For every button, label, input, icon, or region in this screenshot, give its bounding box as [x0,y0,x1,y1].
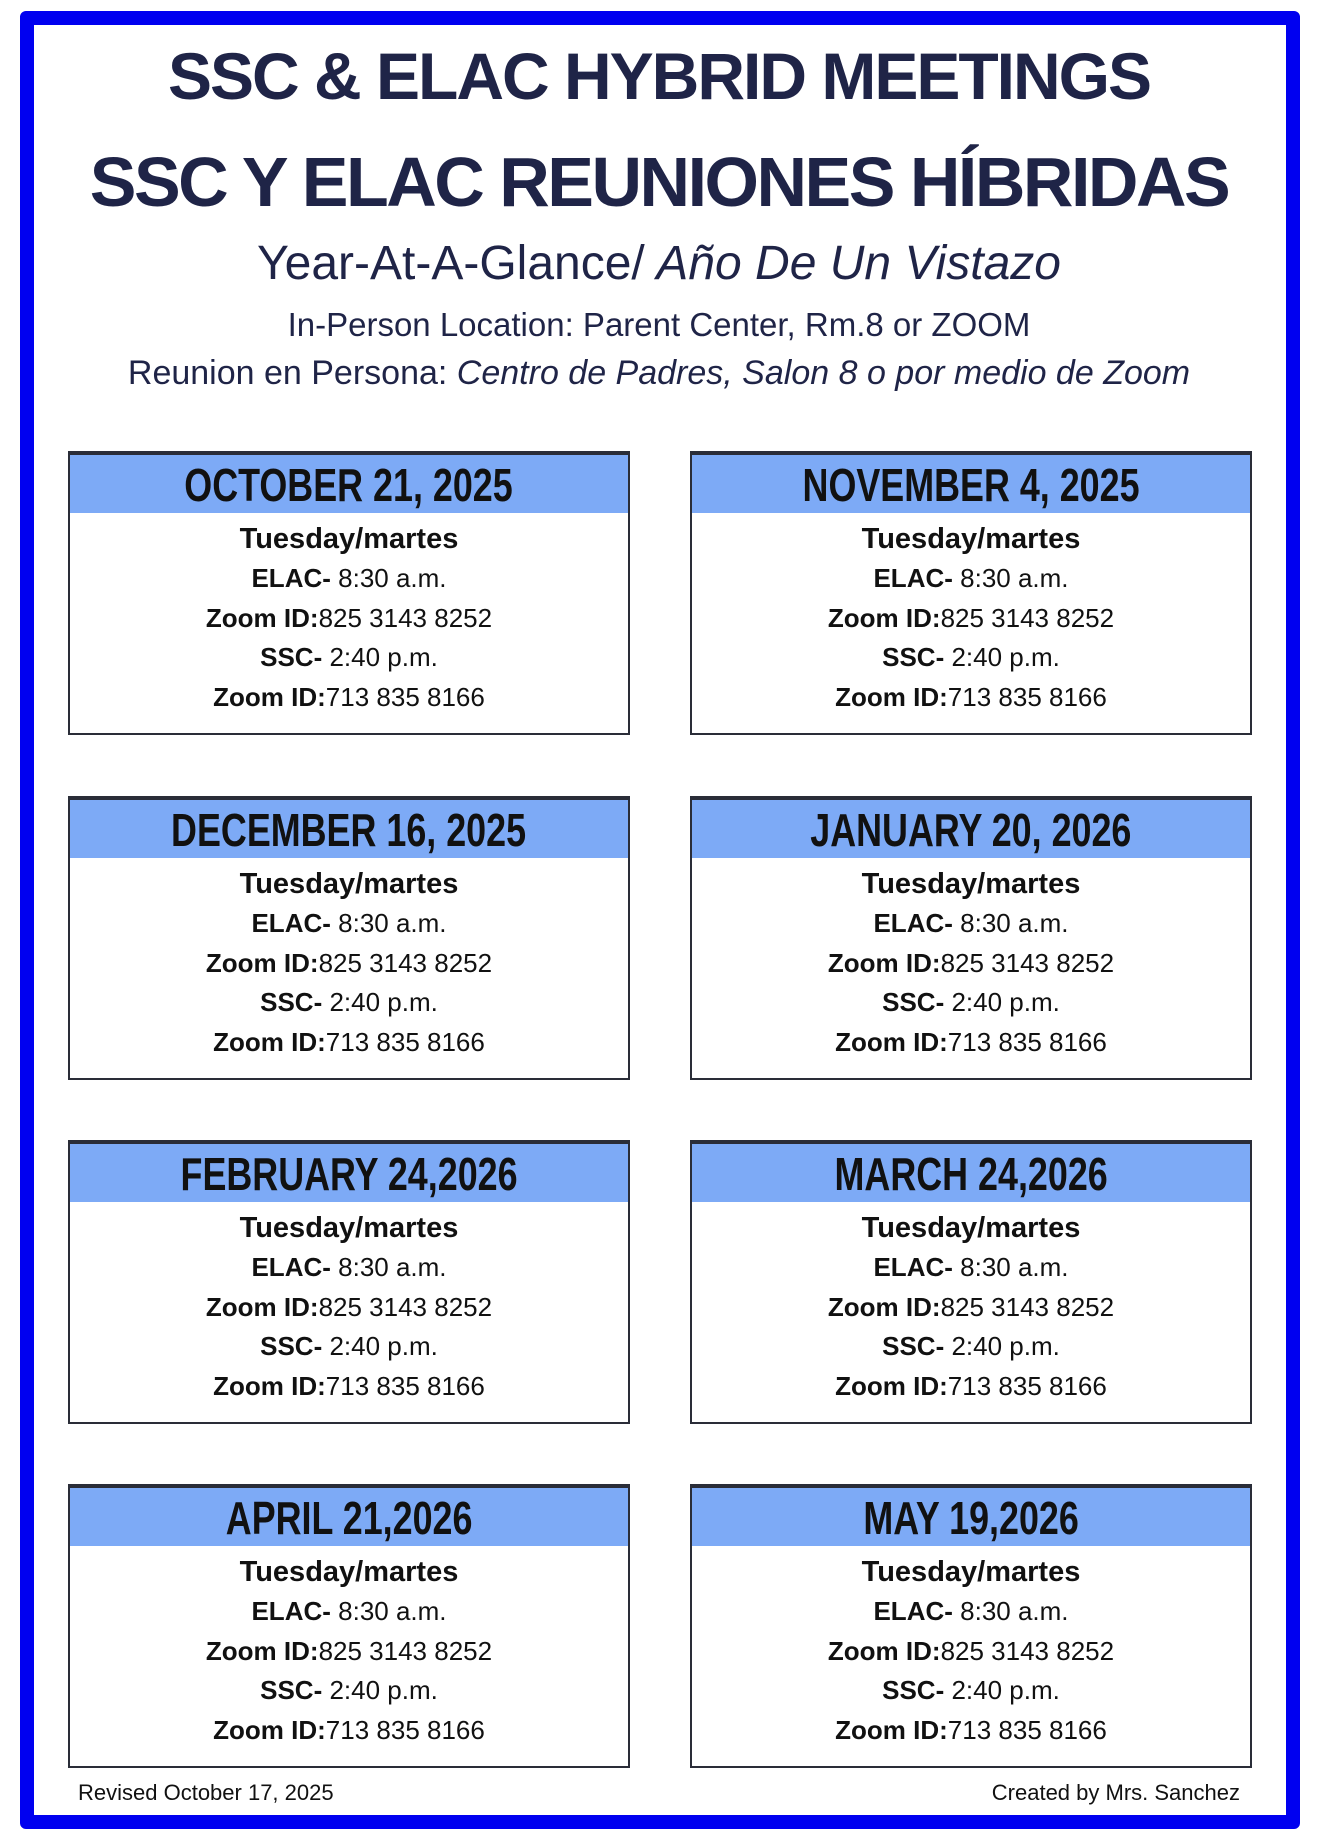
elac-time-line [692,559,1250,599]
elac-label: ELAC- [251,563,331,593]
elac-zoom-line [692,1288,1250,1328]
elac-zoom-id: 825 3143 8252 [318,1635,493,1666]
meeting-day: Tuesday/martes [861,1556,1081,1588]
meeting-date-header [70,1144,628,1202]
elac-time: 8:30 a.m. [952,1596,1069,1626]
zoom-id-label: Zoom ID: [835,1026,948,1057]
meeting-date: FEBRUARY 24,2026 [180,1148,518,1200]
meeting-card [68,451,630,735]
elac-zoom-line [70,1632,628,1672]
elac-time: 8:30 a.m. [952,908,1069,938]
meeting-date: JANUARY 20, 2026 [810,804,1132,856]
meeting-details [692,1546,1250,1750]
ssc-label: SSC- [260,987,323,1017]
elac-label: ELAC- [873,908,953,938]
meeting-details [70,1546,628,1750]
ssc-zoom-id: 713 835 8166 [325,1714,485,1745]
elac-time-line [692,1248,1250,1288]
ssc-label: SSC- [260,1331,323,1361]
ssc-zoom-id: 713 835 8166 [947,1370,1107,1401]
meeting-details [70,513,628,717]
elac-time: 8:30 a.m. [330,908,447,938]
elac-time-line [70,1248,628,1288]
meeting-day: Tuesday/martes [239,523,459,555]
zoom-id-label: Zoom ID: [827,1635,941,1666]
meeting-date: APRIL 21,2026 [225,1492,473,1544]
elac-time: 8:30 a.m. [952,563,1069,593]
meeting-date: DECEMBER 16, 2025 [171,804,527,856]
meeting-details [70,858,628,1062]
zoom-id-label: Zoom ID: [835,1370,948,1401]
ssc-zoom-line [70,1711,628,1751]
elac-zoom-line [70,1288,628,1328]
ssc-zoom-id: 713 835 8166 [947,1714,1107,1745]
zoom-id-label: Zoom ID: [827,602,941,633]
elac-zoom-id: 825 3143 8252 [940,1291,1115,1322]
ssc-time-line [692,638,1250,678]
meeting-details [692,513,1250,717]
elac-zoom-id: 825 3143 8252 [318,1291,493,1322]
location-spanish-value: Centro de Padres, Salon 8 o por medio de Zoom [456,354,1191,392]
meeting-card [690,1484,1252,1768]
subtitle-english: Year-At-A-Glance/ [257,237,645,290]
ssc-time: 2:40 p.m. [944,1675,1060,1705]
revised-date: Revised October 17, 2025 [78,1780,334,1805]
ssc-label: SSC- [260,1675,323,1705]
zoom-id-label: Zoom ID: [213,1714,326,1745]
elac-label: ELAC- [251,1596,331,1626]
ssc-zoom-line [70,678,628,718]
meeting-card [690,796,1252,1080]
location-spanish-label: Reunion en Persona: [127,354,457,392]
elac-time-line [692,1592,1250,1632]
elac-time-line [70,559,628,599]
zoom-id-label: Zoom ID: [205,1291,319,1322]
meeting-date-header [70,1488,628,1546]
ssc-time: 2:40 p.m. [944,1331,1060,1361]
elac-zoom-id: 825 3143 8252 [318,947,493,978]
meeting-date: MARCH 24,2026 [834,1148,1108,1200]
elac-zoom-id: 825 3143 8252 [940,602,1115,633]
ssc-zoom-line [70,1023,628,1063]
elac-label: ELAC- [873,1252,953,1282]
ssc-label: SSC- [882,642,945,672]
ssc-time-line [70,1327,628,1367]
elac-label: ELAC- [251,1252,331,1282]
meeting-day: Tuesday/martes [861,523,1081,555]
elac-zoom-line [692,1632,1250,1672]
meeting-day: Tuesday/martes [861,868,1081,900]
meeting-date-header [692,800,1250,858]
ssc-time: 2:40 p.m. [944,987,1060,1017]
meeting-card [68,1140,630,1424]
meeting-date-header [70,455,628,513]
zoom-id-label: Zoom ID: [213,681,326,712]
zoom-id-label: Zoom ID: [205,1635,319,1666]
ssc-label: SSC- [260,642,323,672]
ssc-zoom-line [70,1367,628,1407]
zoom-id-label: Zoom ID: [205,602,319,633]
elac-label: ELAC- [873,1596,953,1626]
zoom-id-label: Zoom ID: [205,947,319,978]
ssc-label: SSC- [882,1675,945,1705]
meeting-date-header [70,800,628,858]
location-spanish [0,354,1318,393]
meeting-date-header [692,1488,1250,1546]
zoom-id-label: Zoom ID: [827,1291,941,1322]
ssc-time-line [70,983,628,1023]
ssc-label: SSC- [882,987,945,1017]
subtitle [0,236,1318,291]
subtitle-spanish: Año De Un Vistazo [644,237,1061,290]
elac-zoom-id: 825 3143 8252 [940,1635,1115,1666]
meeting-card [68,1484,630,1768]
ssc-zoom-line [692,1367,1250,1407]
elac-zoom-id: 825 3143 8252 [940,947,1115,978]
meeting-card [690,451,1252,735]
elac-time: 8:30 a.m. [330,563,447,593]
title-spanish: SSC Y ELAC REUNIONES HÍBRIDAS [89,143,1229,221]
elac-label: ELAC- [873,563,953,593]
meeting-day: Tuesday/martes [239,868,459,900]
ssc-time: 2:40 p.m. [322,1675,438,1705]
zoom-id-label: Zoom ID: [213,1370,326,1401]
ssc-time: 2:40 p.m. [322,642,438,672]
ssc-zoom-id: 713 835 8166 [325,1370,485,1401]
meeting-date: OCTOBER 21, 2025 [184,459,514,511]
meeting-day: Tuesday/martes [239,1556,459,1588]
ssc-zoom-line [692,678,1250,718]
ssc-zoom-id: 713 835 8166 [325,1026,485,1057]
created-by: Created by Mrs. Sanchez [991,1780,1240,1805]
ssc-zoom-id: 713 835 8166 [325,681,485,712]
ssc-time: 2:40 p.m. [322,1331,438,1361]
elac-time-line [70,904,628,944]
zoom-id-label: Zoom ID: [835,681,948,712]
meeting-date: NOVEMBER 4, 2025 [802,459,1140,511]
meeting-date: MAY 19,2026 [863,1492,1079,1544]
meeting-details [692,858,1250,1062]
meeting-details [692,1202,1250,1406]
meeting-day: Tuesday/martes [861,1212,1081,1244]
ssc-time-line [692,1327,1250,1367]
elac-zoom-line [692,599,1250,639]
location-english: In-Person Location: Parent Center, Rm.8 or ZOOM [287,306,1031,343]
elac-zoom-line [70,944,628,984]
elac-zoom-line [692,944,1250,984]
ssc-time-line [70,1671,628,1711]
zoom-id-label: Zoom ID: [213,1026,326,1057]
meeting-date-header [692,455,1250,513]
elac-time: 8:30 a.m. [952,1252,1069,1282]
ssc-zoom-line [692,1023,1250,1063]
elac-zoom-line [70,599,628,639]
zoom-id-label: Zoom ID: [835,1714,948,1745]
ssc-zoom-id: 713 835 8166 [947,1026,1107,1057]
ssc-time-line [70,638,628,678]
ssc-time: 2:40 p.m. [944,642,1060,672]
ssc-label: SSC- [882,1331,945,1361]
elac-time: 8:30 a.m. [330,1596,447,1626]
title-english: SSC & ELAC HYBRID MEETINGS [167,39,1151,113]
ssc-zoom-id: 713 835 8166 [947,681,1107,712]
meeting-date-header [692,1144,1250,1202]
elac-time: 8:30 a.m. [330,1252,447,1282]
elac-label: ELAC- [251,908,331,938]
zoom-id-label: Zoom ID: [827,947,941,978]
elac-zoom-id: 825 3143 8252 [318,602,493,633]
meeting-day: Tuesday/martes [239,1212,459,1244]
ssc-time-line [692,983,1250,1023]
elac-time-line [70,1592,628,1632]
meeting-card [68,796,630,1080]
ssc-time: 2:40 p.m. [322,987,438,1017]
ssc-zoom-line [692,1711,1250,1751]
meeting-details [70,1202,628,1406]
elac-time-line [692,904,1250,944]
meeting-card [690,1140,1252,1424]
ssc-time-line [692,1671,1250,1711]
